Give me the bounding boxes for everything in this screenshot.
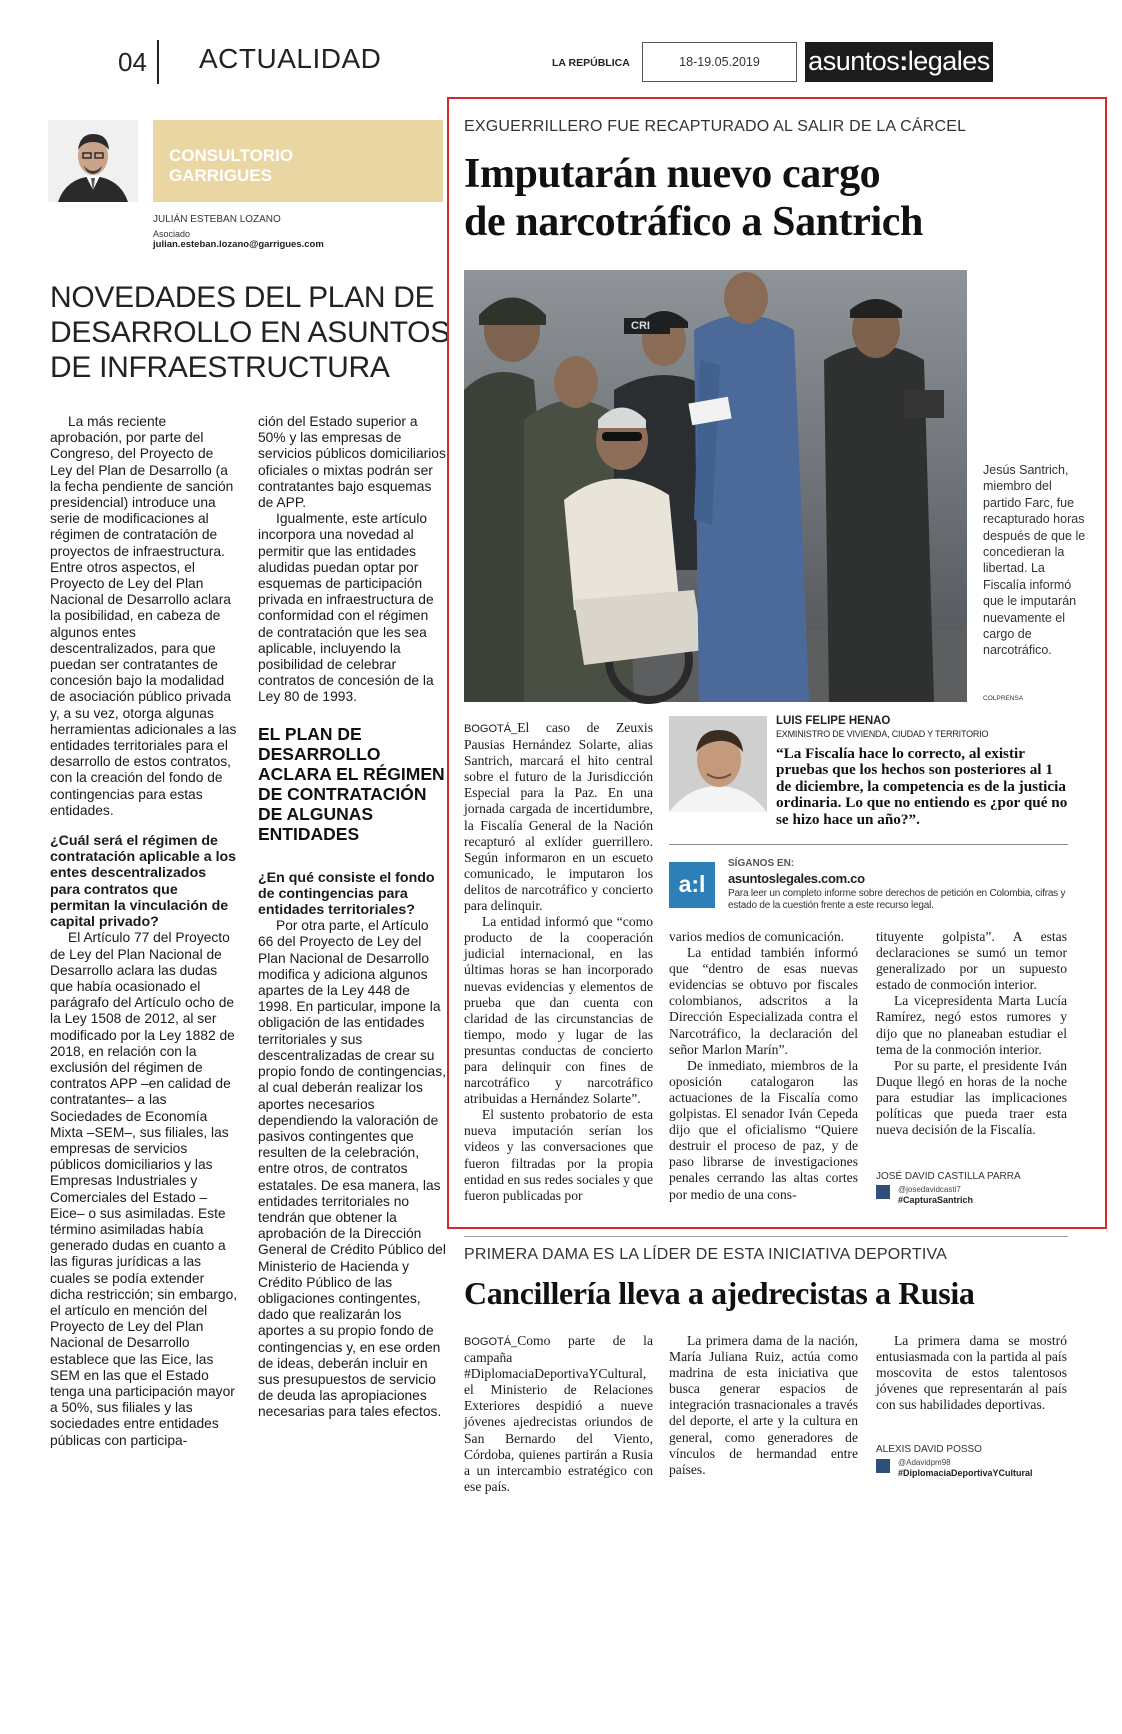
second-hashtag[interactable]: #DiplomaciaDeportivaYCultural <box>898 1468 1033 1478</box>
main-body-p1 <box>464 720 653 914</box>
second-author: ALEXIS DAVID POSSO <box>876 1444 982 1455</box>
second-hashtag-icon <box>876 1459 890 1473</box>
arrest-photo-icon <box>464 270 967 702</box>
left-c1-p1: La más reciente aprobación, por parte del Congreso, del Proyecto de Ley del Plan de Desarrollo (a la fecha pendiente de sanción presidencial) introduce una serie de modificaciones al régimen de contratación de proyectos de infraestructura. Entre otros aspectos, el Proyecto de Ley del Plan Nacional de Desarrollo aclara la posibilidad, en cabeza de algunos entes descentralizados, para que puedan ser contratantes de concesión bajo la modalidad de asociación público privada y, a su vez, otorga algunas herramientas adicionales a las entidades territoriales para el desarrollo de estos contratos, con la creación del fondo de contingencias para estas entidades. <box>50 414 237 818</box>
left-c2-subhead: EL PLAN DE DESARROLLO ACLARA EL RÉGIMEN DE CONTRATACIÓN DE ALGUNAS ENTIDADES <box>258 723 445 844</box>
follow-logo: a:l <box>669 862 715 908</box>
left-c2-p2: Igualmente, este artículo incorpora una novedad al permitir que las entidades aludidas puedan optar por esquemas de participación privada en infraestructura de conformidad con el régimen de contratación que les sea aplicable, incluyendo la posibilidad de celebrar contratos de concesión de la Ley 80 de 1993. <box>258 511 434 705</box>
author-role: Asociado <box>153 229 191 239</box>
rubric-line-2: GARRIGUES <box>169 166 272 185</box>
quote-photo <box>669 716 767 812</box>
main-kicker: EXGUERRILLERO FUE RECAPTURADO AL SALIR DE LA CÁRCEL <box>464 118 967 135</box>
second-c2-p: La primera dama de la nación, María Juliana Ruiz, actúa como madrina de esta iniciativa que busca generar espacios de integración trasnacionales a través del deporte, el arte y la cultura en general, como generadores de vínculos de hermandad entre países. <box>669 1333 858 1477</box>
left-c1-question: ¿Cuál será el régimen de contratación aplicable a los entes descentralizados para contratos que permitan la vinculación de capital privado? <box>50 833 237 931</box>
main-dateline: BOGOTÁ_ <box>464 723 518 735</box>
second-kicker: PRIMERA DAMA ES LA LÍDER DE ESTA INICIATIVA DEPORTIVA <box>464 1246 948 1263</box>
main-body-c2-p2: La entidad también informó que “dentro de esas nuevas evidencias se obtuvo por fiscales colombianos, adscritos a la Dirección Especializada contra el Narcotráfico, la declaración del señor Marlon Marín”. <box>669 945 858 1057</box>
quote-portrait-icon <box>669 716 767 812</box>
rubric-line-1: CONSULTORIO <box>169 146 294 165</box>
follow-site[interactable]: asuntoslegales.com.co <box>728 871 865 886</box>
supplement-right: legales <box>907 46 990 76</box>
photo-caption: Jesús Santrich, miembro del partido Farc, fue recapturado horas después de que le concedieran la libertad. La Fiscalía informó que le imputarán nuevamente el cargo de narcotráfico. <box>983 463 1086 658</box>
left-c1-p2: El Artículo 77 del Proyecto de Ley del Plan Nacional de Desarrollo aclara las dudas que había ocasionado el parágrafo del Artículo ocho de la Ley 1508 de 2012, al ser modificado por la Ley 1882 de 2018, en relación con la exclusión del régimen de contratos APP –en calidad de contratantes– a las Sociedades de Economía Mixta –SEM–, sus filiales, las empresas de servicios públicos domiciliarios y las Empresas Industriales y Comerciales del Estado –Eice– o sus asimiladas. Este término asimiladas había generado dudas en cuanto a las figuras jurídicas a las cuales se podía extender dicha restricción; sin embargo, el artículo en mención del Proyecto de Ley del Plan Nacional de Desarrollo establece que las Eice, las SEM en las que el Estado tenga una participación mayor a 50%, sus filiales y las sociedades entre entidades públicas con participa- <box>50 930 238 1448</box>
main-body-c3-p3: Por su parte, el presidente Iván Duque llegó en horas de la noche para estudiar las implicaciones políticas que pueda traer esta nueva decisión de la Fiscalía. <box>876 1057 1067 1138</box>
second-c1-text: Como parte de la campaña #DiplomaciaDeportivaYCultural, el Ministerio de Relaciones Exteriores despidió a nueve jóvenes ajedrecistas oriundos de San Bernardo del Viento, Córdoba, quienes partirán a Rusia a un intercambio estratégico con ese país. <box>464 1333 653 1494</box>
left-c2-p3: Por otra parte, el Artículo 66 del Proyecto de Ley del Plan Nacional de Desarrollo modifica y adiciona algunos apartes de la Ley 448 de 1998. En particular, impone la obligación de las entidades territoriales y sus descentralizadas de crear su propio fondo de contingencias, al cual deberán realizar los aportes necesarios dependiendo la valoración de pasivos contingentes que resulten de la celebración, entre otros, de contratos estatales. De esa manera, las entidades territoriales no tendrán que obtener la aprobación de la Dirección General de Crédito Público del Ministerio de Hacienda y Crédito Público de las obligaciones contingentes, dado que realizarán los aportes a su propio fondo de contingencias y, en ese orden de ideas, deberán incluir en sus presupuestos de servicio de deuda las apropiaciones necesarias para tales efectos. <box>258 918 446 1420</box>
section-title: ACTUALIDAD <box>199 43 382 74</box>
follow-text: Para leer un completo informe sobre derechos de petición en Colombia, cifras y estado de la cuestión frente a este recurso legal. <box>728 888 1066 911</box>
main-body-c3-p1: tituyente golpista”. A estas declaraciones se sumó un temor generalizado por un supuesto estado de conmoción interior. <box>876 929 1067 993</box>
left-column-1 <box>50 414 238 1484</box>
rubric-box <box>153 120 443 202</box>
main-headline-line-2: de narcotráfico a Santrich <box>464 199 923 245</box>
main-body-p2: La entidad informó que “como producto de la cooperación judicial internacional, en las últimas horas se han incorporado nuevas evidencias y elementos de prueba que dan cuenta con claridad de las circunstancias de tiempo, modo y lugar de las presuntas conductas de concierto para delinquir con fines de narcotráfico y narcotráfico atribuidas a Hernández Solarte”. <box>464 914 653 1107</box>
main-author-handle[interactable]: @josedavidcasti7 <box>898 1185 961 1194</box>
date-box: 18-19.05.2019 <box>642 42 797 82</box>
main-body-c2-p3: De inmediato, miembros de la oposición catalogaron las actuaciones de la Fiscalía como golpistas. El senador Iván Cepeda dijo que el oficialismo “Quiere destruir el proceso de paz, y de paso librarse de investigaciones penales cerrando las altas cortes por medio de una cons- <box>669 1057 858 1202</box>
main-body-col-2 <box>669 929 858 1219</box>
main-hashtag-icon <box>876 1185 890 1199</box>
supplement-sep: : <box>899 46 908 76</box>
author-email: julian.esteban.lozano@garrigues.com <box>153 239 324 250</box>
second-dateline: BOGOTÁ_ <box>464 1336 518 1348</box>
second-col-2 <box>669 1333 858 1483</box>
second-author-handle[interactable]: @Adavidpm98 <box>898 1458 951 1467</box>
second-c1-p <box>464 1333 653 1495</box>
second-headline: Cancillería lleva a ajedrecistas a Rusia <box>464 1275 975 1311</box>
quote-text: “La Fiscalía hace lo correcto, al existir pruebas que los hechos son posteriores al 1 de diciembre, la competencia es de la justicia ordinaria. Lo que no entiendo es ¿por qué no se hizo hace un año?”. <box>776 745 1068 828</box>
main-body-col-3 <box>876 929 1067 1169</box>
photo-credit: COLPRENSA <box>983 695 1024 702</box>
page-number: 04 <box>118 47 147 77</box>
supplement-left: asuntos <box>808 46 900 76</box>
photo-badge: CRI <box>631 320 650 332</box>
second-article-rule <box>464 1236 1068 1237</box>
left-column-2 <box>258 414 446 1484</box>
follow-label: SÍGANOS EN: <box>728 858 795 869</box>
second-col-3 <box>876 1333 1067 1443</box>
main-photo <box>464 270 967 702</box>
second-c3-p: La primera dama se mostró entusiasmada con la partida al país moscovita de estos talentosos jóvenes que representarán al país con sus habilidades deportivas. <box>876 1333 1067 1413</box>
left-c2-question: ¿En qué consiste el fondo de contingencias para entidades territoriales? <box>258 869 435 919</box>
left-headline: NOVEDADES DEL PLAN DE DESARROLLO EN ASUNTOS DE INFRAESTRUCTURA <box>50 281 450 384</box>
quote-role: EXMINISTRO DE VIVIENDA, CIUDAD Y TERRITORIO <box>776 729 989 739</box>
main-author: JOSÉ DAVID CASTILLA PARRA <box>876 1171 1021 1182</box>
main-headline-line-1: Imputarán nuevo cargo <box>464 151 881 197</box>
quote-name: LUIS FELIPE HENAO <box>776 715 891 727</box>
main-body-col-1 <box>464 720 653 1218</box>
main-hashtag[interactable]: #CapturaSantrich <box>898 1195 974 1205</box>
second-col-1 <box>464 1333 653 1494</box>
main-headline <box>464 150 923 246</box>
main-body-p1-text: El caso de Zeuxis Pausias Hernández Solarte, alias Santrich, marcará el hito central sobre el futuro de la Jurisdicción Especial para la Paz. En una jornada cargada de incertidumbre, la Fiscalía General de la Nación recapturó al exlíder guerrillero. Según informaron en un escueto comunicado, le imputaron los delitos de narcotráfico y concierto para delinquir. <box>464 720 653 914</box>
author-photo <box>48 120 138 202</box>
author-name: JULIÁN ESTEBAN LOZANO <box>153 214 281 225</box>
quote-divider <box>669 844 1068 845</box>
author-portrait-icon <box>48 120 138 202</box>
left-c2-p1: ción del Estado superior a 50% y las empresas de servicios públicos domiciliarios oficiales o mixtas podrán ser contratantes bajo esquemas de APP. <box>258 414 446 511</box>
header-divider <box>157 40 159 84</box>
main-body-c3-p2: La vicepresidenta Marta Lucía Ramírez, negó estos rumores y dijo que no planeaban estudiar el tema de la conmoción interior. <box>876 993 1067 1057</box>
supplement-logo <box>805 42 993 82</box>
main-body-p3: El sustento probatorio de esta nueva imputación serían los videos y las conversaciones que fueron filtradas por la propia entidad en sus redes sociales y que fueron publicadas por <box>464 1107 653 1203</box>
publication-name: LA REPÚBLICA <box>552 57 630 69</box>
main-body-c2-p1: varios medios de comunicación. <box>669 929 845 944</box>
